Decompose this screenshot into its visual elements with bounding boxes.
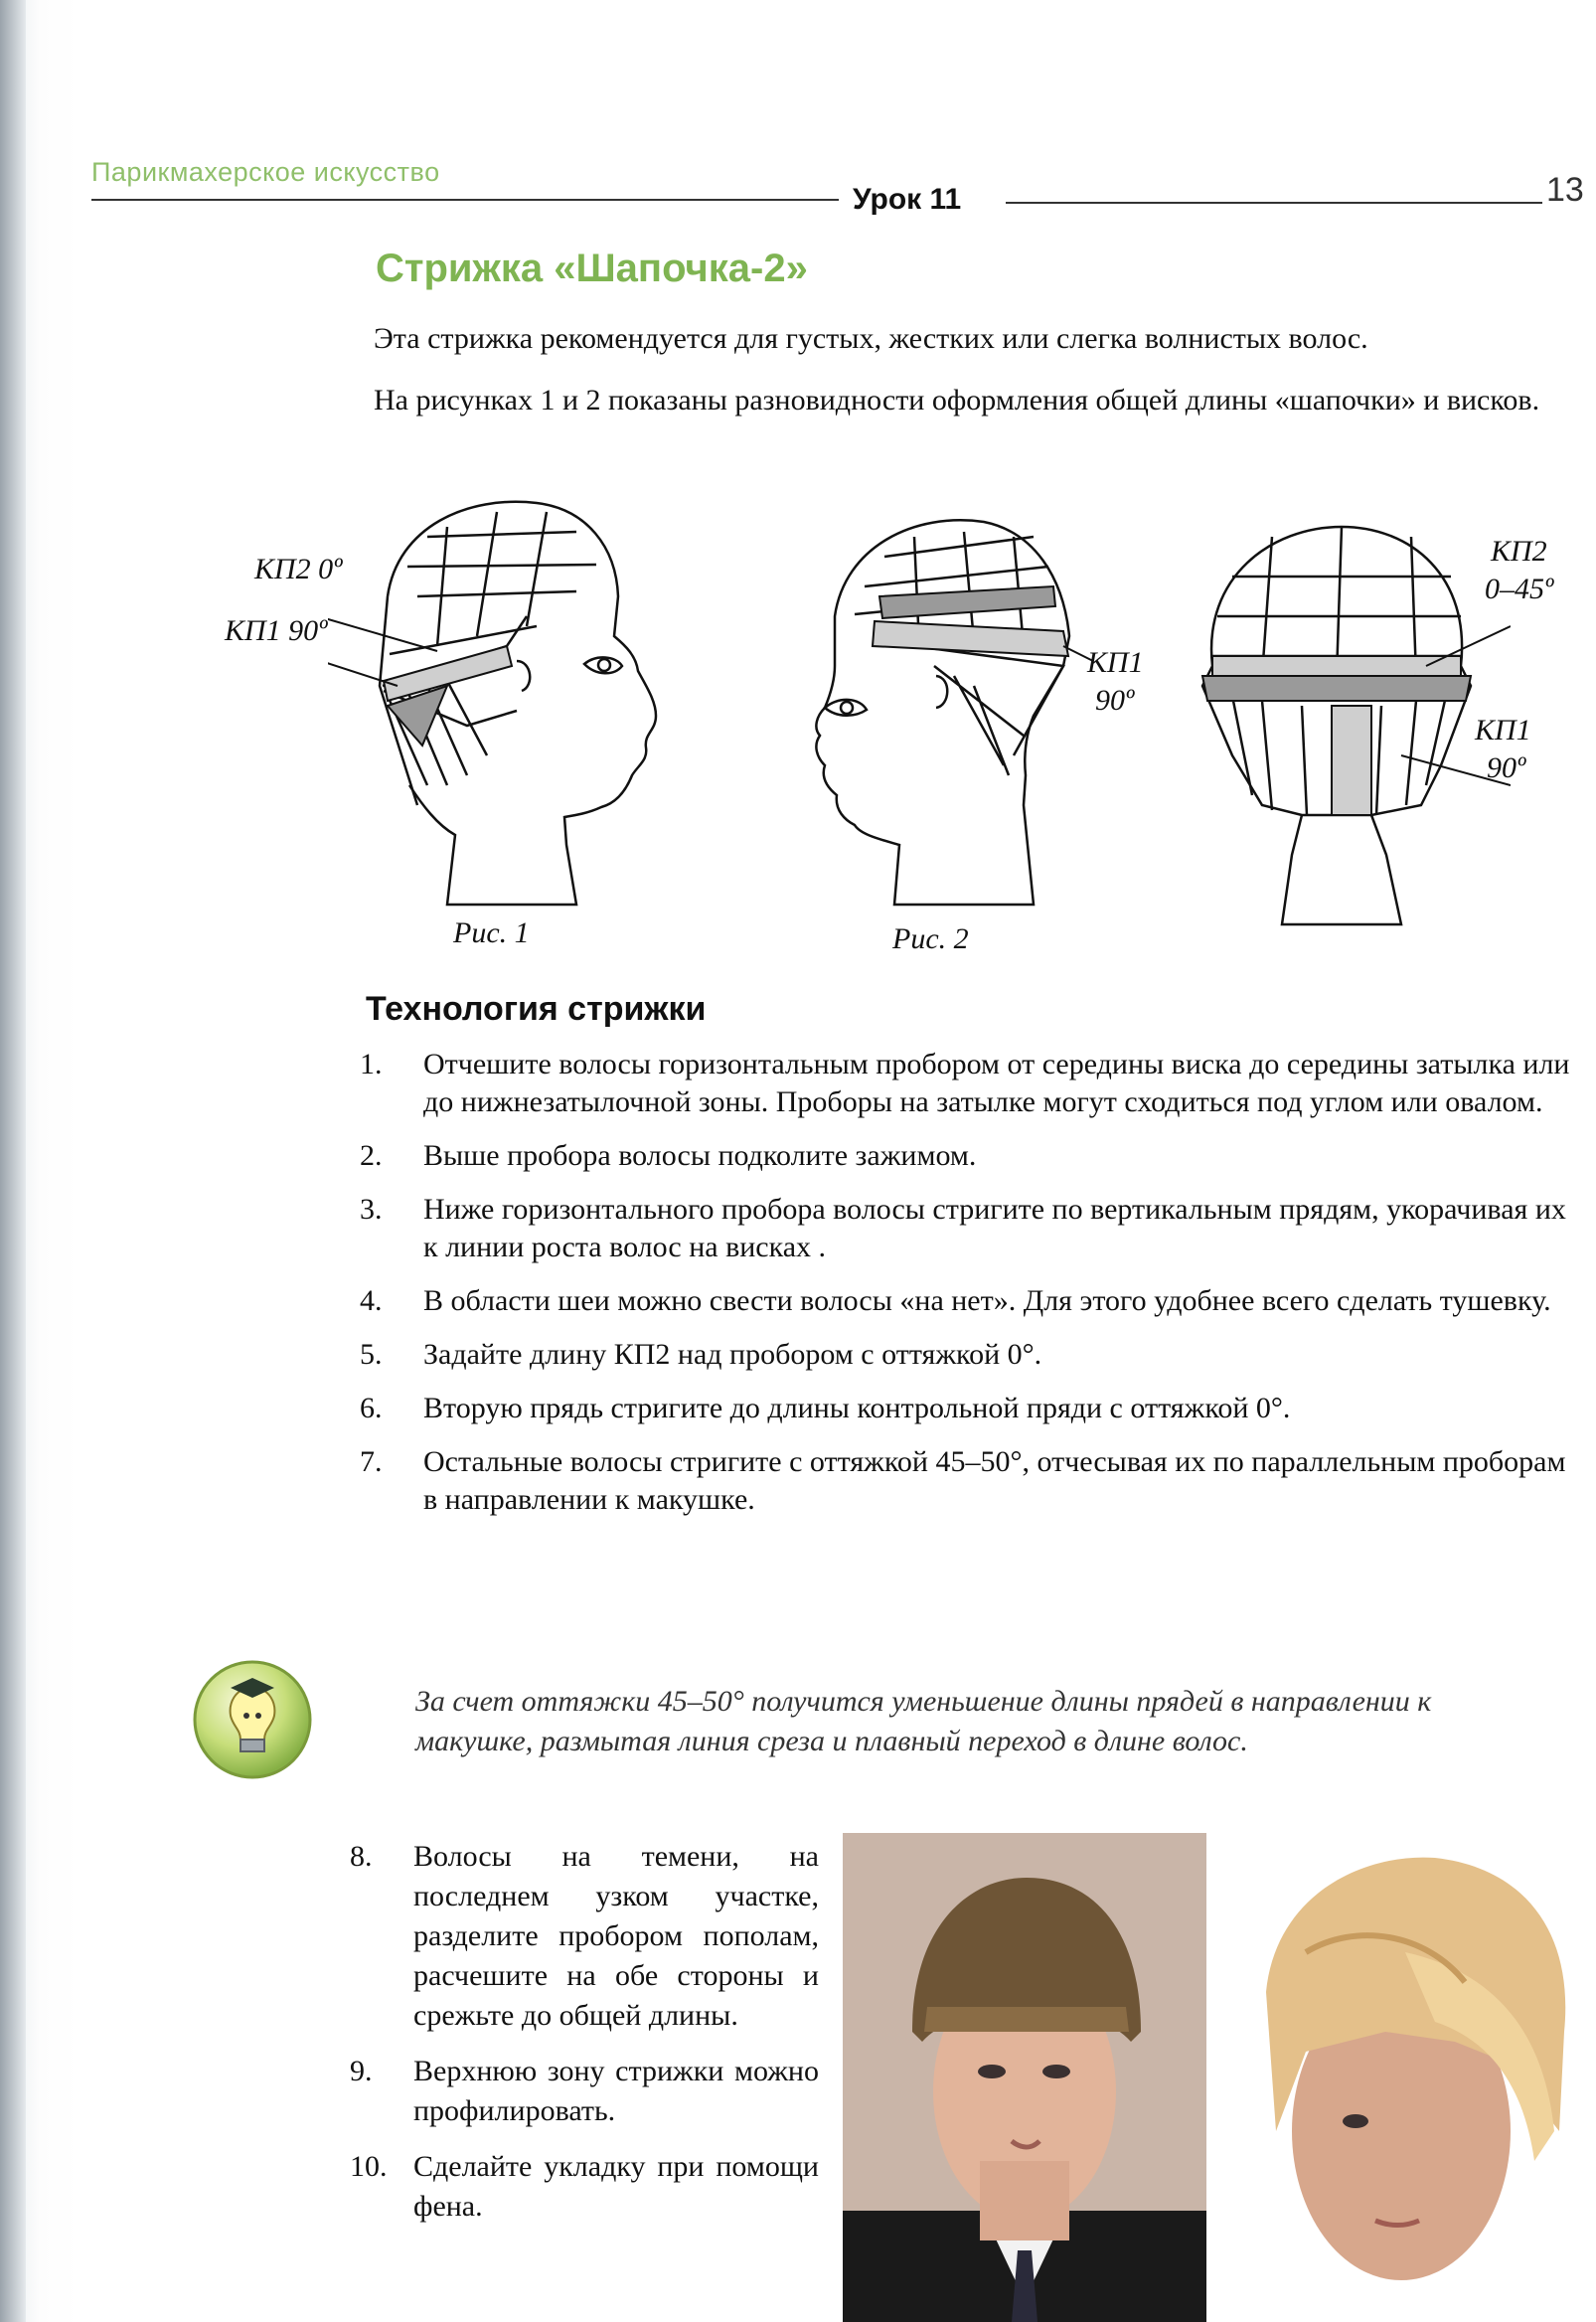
header-rule-right <box>1006 202 1542 204</box>
step-item <box>350 2052 819 2131</box>
figure-2-drawing <box>765 497 1103 924</box>
book-binding-shadow <box>0 0 26 2322</box>
graduate-lightbulb-icon <box>191 1658 314 1781</box>
step-text: Сделайте укладку при помощи фена. <box>413 2150 819 2223</box>
step-item <box>358 1443 1576 1519</box>
step-number: 10. <box>350 2150 388 2183</box>
intro-paragraph-1: Эта стрижка рекомендуется для густых, жестких или слегка волнистых волос. <box>374 322 1368 355</box>
step-number: 4. <box>360 1284 383 1317</box>
figure-2-label-kp1-line2: 90º <box>1095 684 1135 717</box>
intro-paragraph-2: На рисунках 1 и 2 показаны разновидности оформления общей длины «шапочки» и висков. <box>374 384 1540 416</box>
note-text: За счет оттяжки 45–50° получится уменьшение длины прядей в направлении к макушке, размытая линия среза и плавный переход в длине волос. <box>415 1685 1432 1757</box>
figure-1-caption: Рис. 1 <box>453 916 530 949</box>
step-text: Ниже горизонтального пробора волосы стригите по вертикальным прядям, укорачивая их к линии роста волос на висках . <box>423 1193 1566 1263</box>
figure-3-label-kp1-line2: 90º <box>1487 751 1526 784</box>
figure-3-label-kp1-line1: КП1 <box>1475 714 1531 746</box>
lesson-label: Урок 11 <box>853 183 962 216</box>
step-text: Остальные волосы стригите с оттяжкой 45–50°, отчесывая их по параллельным проборам в направлении к макушке. <box>423 1445 1566 1516</box>
page-number: 13 <box>1546 171 1584 209</box>
step-number: 7. <box>360 1445 383 1478</box>
figure-2-caption: Рис. 2 <box>892 922 969 955</box>
step-number: 1. <box>360 1048 383 1080</box>
figure-3-label-kp2 <box>1485 533 1554 608</box>
technology-steps-list <box>358 1046 1576 1535</box>
step-item <box>358 1191 1576 1266</box>
step-number: 8. <box>350 1840 373 1873</box>
header-rule-left <box>91 199 839 201</box>
step-text: Задайте длину КП2 над пробором с оттяжкой 0°. <box>423 1338 1042 1371</box>
final-steps-list <box>350 1837 819 2242</box>
step-text: Выше пробора волосы подколите зажимом. <box>423 1139 977 1172</box>
step-item <box>358 1336 1576 1374</box>
figure-1-label-kp1: КП1 90º <box>225 614 328 647</box>
step-number: 5. <box>360 1338 383 1371</box>
step-item <box>358 1046 1576 1121</box>
figure-3-label-kp1 <box>1475 712 1531 787</box>
step-text: В области шеи можно свести волосы «на нет». Для этого удобнее всего сделать тушевку. <box>423 1284 1551 1317</box>
figure-1-drawing <box>328 487 686 924</box>
figure-3-label-kp2-line2: 0–45º <box>1485 573 1554 605</box>
step-item <box>350 2147 819 2227</box>
photo-haircut-blond <box>1206 1833 1596 2322</box>
figure-2-label-kp1 <box>1087 644 1144 720</box>
step-item <box>358 1137 1576 1175</box>
step-text: Верхнюю зону стрижки можно профилировать. <box>413 2055 819 2127</box>
step-number: 2. <box>360 1139 383 1172</box>
photo-haircut-dark <box>843 1833 1206 2322</box>
figure-2-label-kp1-line1: КП1 <box>1087 646 1144 679</box>
step-item <box>350 1837 819 2036</box>
step-text: Волосы на темени, на последнем узком участке, разделите пробором пополам, расчешите на обе стороны и срежьте до общей длины. <box>413 1840 819 2032</box>
page-title: Стрижка «Шапочка-2» <box>376 247 808 290</box>
figure-1-label-kp2: КП2 0º <box>254 553 343 585</box>
step-number: 9. <box>350 2055 373 2087</box>
figure-3-label-kp2-line1: КП2 <box>1491 535 1547 568</box>
step-text: Отчешите волосы горизонтальным пробором от середины виска до середины затылка или до нижнезатылочной зоны. Проборы на затылке могут сходиться под углом или овалом. <box>423 1048 1570 1118</box>
section-heading: Технология стрижки <box>366 990 707 1028</box>
step-number: 6. <box>360 1392 383 1424</box>
step-item <box>358 1390 1576 1427</box>
step-item <box>358 1282 1576 1320</box>
figure-3-drawing <box>1173 517 1511 934</box>
step-number: 3. <box>360 1193 383 1226</box>
book-title: Парикмахерское искусство <box>91 157 440 187</box>
step-text: Вторую прядь стригите до длины контрольной пряди с оттяжкой 0°. <box>423 1392 1291 1424</box>
